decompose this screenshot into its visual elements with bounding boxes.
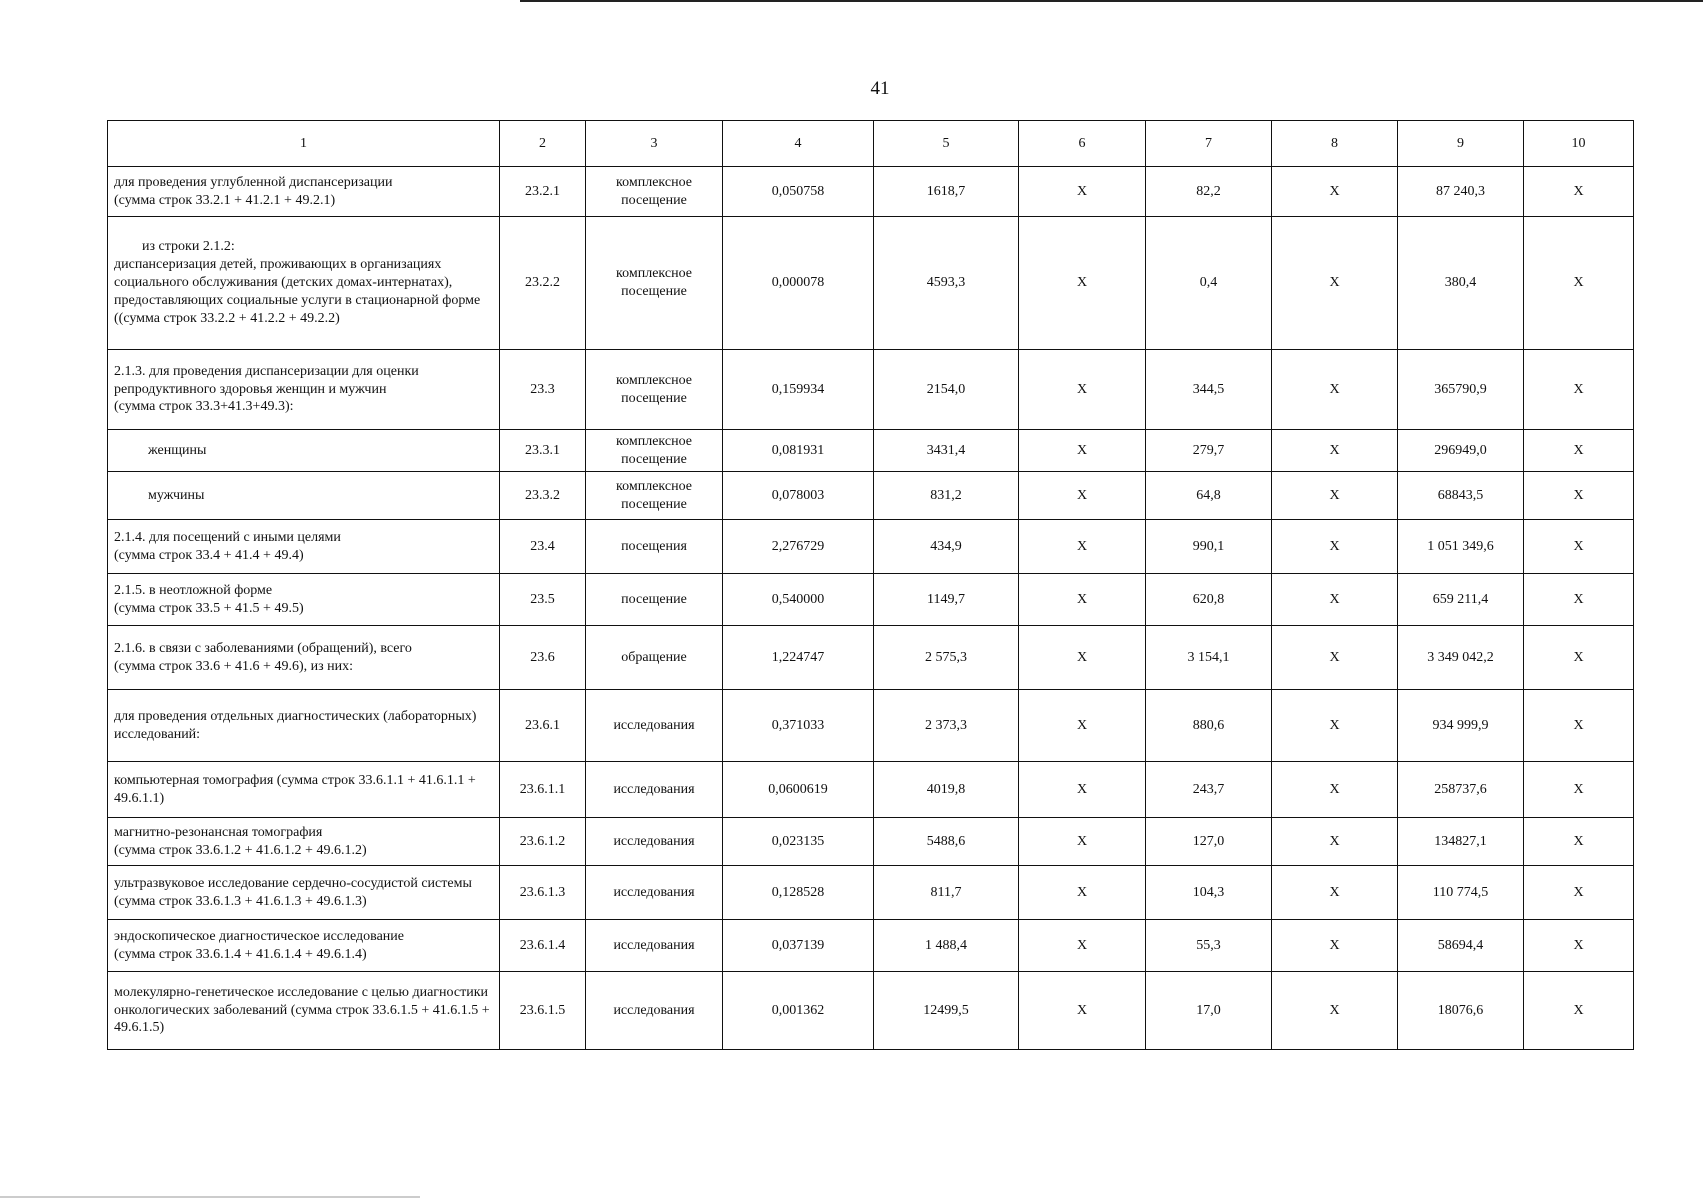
x-mark-cell: X xyxy=(1272,626,1398,690)
value-cell: 279,7 xyxy=(1146,430,1272,472)
value-cell: 258737,6 xyxy=(1398,762,1524,818)
x-mark-cell: X xyxy=(1524,626,1634,690)
table-row xyxy=(108,972,1634,1050)
table-row xyxy=(108,818,1634,866)
x-mark-cell: X xyxy=(1272,167,1398,217)
x-mark-cell: X xyxy=(1272,430,1398,472)
unit-cell: исследования xyxy=(586,818,723,866)
x-mark-cell: X xyxy=(1524,972,1634,1050)
x-mark-cell: X xyxy=(1019,818,1146,866)
page-number: 41 xyxy=(870,78,890,99)
x-mark-cell: X xyxy=(1019,472,1146,520)
value-cell: 2 575,3 xyxy=(874,626,1019,690)
value-cell: 0,0600619 xyxy=(723,762,874,818)
value-cell: 243,7 xyxy=(1146,762,1272,818)
value-cell: 68843,5 xyxy=(1398,472,1524,520)
value-cell: 3 349 042,2 xyxy=(1398,626,1524,690)
value-cell: 127,0 xyxy=(1146,818,1272,866)
value-cell: 1618,7 xyxy=(874,167,1019,217)
column-header: 2 xyxy=(500,121,586,167)
value-cell: 3 154,1 xyxy=(1146,626,1272,690)
column-header: 3 xyxy=(586,121,723,167)
row-code: 23.5 xyxy=(500,574,586,626)
value-cell: 12499,5 xyxy=(874,972,1019,1050)
value-cell: 0,159934 xyxy=(723,350,874,430)
x-mark-cell: X xyxy=(1524,472,1634,520)
column-header: 9 xyxy=(1398,121,1524,167)
table-row xyxy=(108,217,1634,350)
column-header: 7 xyxy=(1146,121,1272,167)
unit-cell: исследования xyxy=(586,762,723,818)
value-cell: 0,001362 xyxy=(723,972,874,1050)
x-mark-cell: X xyxy=(1019,430,1146,472)
value-cell: 0,4 xyxy=(1146,217,1272,350)
value-cell: 434,9 xyxy=(874,520,1019,574)
unit-cell: исследования xyxy=(586,690,723,762)
row-description: из строки 2.1.2: диспансеризация детей, проживающих в организациях социального обслуживания (детских домах-интернатах), предоставляющих социальные услуги в стационарной форме ((сумма строк 33.2.2 + 41.2.2 + 49.2.2) xyxy=(108,217,500,350)
x-mark-cell: X xyxy=(1272,574,1398,626)
value-cell: 55,3 xyxy=(1146,920,1272,972)
table-row xyxy=(108,920,1634,972)
value-cell: 934 999,9 xyxy=(1398,690,1524,762)
x-mark-cell: X xyxy=(1524,574,1634,626)
row-description: мужчины xyxy=(108,472,500,520)
unit-cell: исследования xyxy=(586,920,723,972)
scan-bottom-edge-line xyxy=(0,1196,420,1198)
x-mark-cell: X xyxy=(1019,920,1146,972)
table-row xyxy=(108,430,1634,472)
x-mark-cell: X xyxy=(1019,972,1146,1050)
value-cell: 4593,3 xyxy=(874,217,1019,350)
unit-cell: посещение xyxy=(586,574,723,626)
row-description: женщины xyxy=(108,430,500,472)
value-cell: 1149,7 xyxy=(874,574,1019,626)
row-code: 23.6.1.4 xyxy=(500,920,586,972)
value-cell: 18076,6 xyxy=(1398,972,1524,1050)
value-cell: 87 240,3 xyxy=(1398,167,1524,217)
row-code: 23.6.1.3 xyxy=(500,866,586,920)
value-cell: 110 774,5 xyxy=(1398,866,1524,920)
x-mark-cell: X xyxy=(1019,167,1146,217)
table-row xyxy=(108,626,1634,690)
table-row xyxy=(108,520,1634,574)
value-cell: 82,2 xyxy=(1146,167,1272,217)
data-table xyxy=(107,120,1634,1050)
row-description: для проведения отдельных диагностических (лабораторных) исследований: xyxy=(108,690,500,762)
value-cell: 0,081931 xyxy=(723,430,874,472)
value-cell: 4019,8 xyxy=(874,762,1019,818)
x-mark-cell: X xyxy=(1272,690,1398,762)
value-cell: 58694,4 xyxy=(1398,920,1524,972)
row-code: 23.6.1.1 xyxy=(500,762,586,818)
x-mark-cell: X xyxy=(1019,574,1146,626)
row-description: 2.1.3. для проведения диспансеризации для оценки репродуктивного здоровья женщин и мужчин (сумма строк 33.3+41.3+49.3): xyxy=(108,350,500,430)
value-cell: 2154,0 xyxy=(874,350,1019,430)
table-row xyxy=(108,167,1634,217)
row-code: 23.4 xyxy=(500,520,586,574)
value-cell: 0,023135 xyxy=(723,818,874,866)
value-cell: 659 211,4 xyxy=(1398,574,1524,626)
value-cell: 380,4 xyxy=(1398,217,1524,350)
column-header: 10 xyxy=(1524,121,1634,167)
unit-cell: комплексное посещение xyxy=(586,430,723,472)
value-cell: 134827,1 xyxy=(1398,818,1524,866)
x-mark-cell: X xyxy=(1524,167,1634,217)
column-header: 5 xyxy=(874,121,1019,167)
value-cell: 17,0 xyxy=(1146,972,1272,1050)
unit-cell: комплексное посещение xyxy=(586,350,723,430)
value-cell: 0,050758 xyxy=(723,167,874,217)
x-mark-cell: X xyxy=(1524,866,1634,920)
value-cell: 0,128528 xyxy=(723,866,874,920)
x-mark-cell: X xyxy=(1272,217,1398,350)
x-mark-cell: X xyxy=(1019,762,1146,818)
table-row xyxy=(108,690,1634,762)
row-description: компьютерная томография (сумма строк 33.6.1.1 + 41.6.1.1 + 49.6.1.1) xyxy=(108,762,500,818)
row-description: для проведения углубленной диспансеризации (сумма строк 33.2.1 + 41.2.1 + 49.2.1) xyxy=(108,167,500,217)
value-cell: 64,8 xyxy=(1146,472,1272,520)
value-cell: 0,078003 xyxy=(723,472,874,520)
value-cell: 344,5 xyxy=(1146,350,1272,430)
unit-cell: комплексное посещение xyxy=(586,167,723,217)
row-code: 23.3.2 xyxy=(500,472,586,520)
x-mark-cell: X xyxy=(1272,920,1398,972)
x-mark-cell: X xyxy=(1524,430,1634,472)
unit-cell: исследования xyxy=(586,866,723,920)
row-description: молекулярно-генетическое исследование с целью диагностики онкологических заболеваний (сумма строк 33.6.1.5 + 41.6.1.5 + 49.6.1.5) xyxy=(108,972,500,1050)
value-cell: 1 488,4 xyxy=(874,920,1019,972)
table-row xyxy=(108,866,1634,920)
x-mark-cell: X xyxy=(1019,866,1146,920)
row-code: 23.6.1.2 xyxy=(500,818,586,866)
column-header: 1 xyxy=(108,121,500,167)
unit-cell: комплексное посещение xyxy=(586,472,723,520)
column-header: 6 xyxy=(1019,121,1146,167)
table-body xyxy=(108,121,1634,1050)
unit-cell: комплексное посещение xyxy=(586,217,723,350)
value-cell: 365790,9 xyxy=(1398,350,1524,430)
x-mark-cell: X xyxy=(1019,690,1146,762)
value-cell: 1,224747 xyxy=(723,626,874,690)
row-code: 23.3 xyxy=(500,350,586,430)
x-mark-cell: X xyxy=(1524,818,1634,866)
x-mark-cell: X xyxy=(1272,350,1398,430)
x-mark-cell: X xyxy=(1524,762,1634,818)
row-code: 23.6 xyxy=(500,626,586,690)
row-code: 23.6.1 xyxy=(500,690,586,762)
row-code: 23.3.1 xyxy=(500,430,586,472)
x-mark-cell: X xyxy=(1272,762,1398,818)
x-mark-cell: X xyxy=(1019,350,1146,430)
row-description: магнитно-резонансная томография (сумма строк 33.6.1.2 + 41.6.1.2 + 49.6.1.2) xyxy=(108,818,500,866)
unit-cell: исследования xyxy=(586,972,723,1050)
row-description: 2.1.5. в неотложной форме (сумма строк 33.5 + 41.5 + 49.5) xyxy=(108,574,500,626)
value-cell: 5488,6 xyxy=(874,818,1019,866)
x-mark-cell: X xyxy=(1524,350,1634,430)
table-row xyxy=(108,574,1634,626)
value-cell: 831,2 xyxy=(874,472,1019,520)
x-mark-cell: X xyxy=(1524,920,1634,972)
value-cell: 0,000078 xyxy=(723,217,874,350)
x-mark-cell: X xyxy=(1524,217,1634,350)
value-cell: 1 051 349,6 xyxy=(1398,520,1524,574)
table-row xyxy=(108,350,1634,430)
value-cell: 104,3 xyxy=(1146,866,1272,920)
x-mark-cell: X xyxy=(1272,818,1398,866)
scan-top-edge-line xyxy=(520,0,1703,2)
table-header-row xyxy=(108,121,1634,167)
row-description: 2.1.4. для посещений с иными целями (сумма строк 33.4 + 41.4 + 49.4) xyxy=(108,520,500,574)
table-row xyxy=(108,472,1634,520)
value-cell: 811,7 xyxy=(874,866,1019,920)
column-header: 8 xyxy=(1272,121,1398,167)
value-cell: 0,037139 xyxy=(723,920,874,972)
value-cell: 990,1 xyxy=(1146,520,1272,574)
value-cell: 880,6 xyxy=(1146,690,1272,762)
x-mark-cell: X xyxy=(1524,520,1634,574)
x-mark-cell: X xyxy=(1272,472,1398,520)
row-description: ультразвуковое исследование сердечно-сосудистой системы (сумма строк 33.6.1.3 + 41.6.1.3 + 49.6.1.3) xyxy=(108,866,500,920)
x-mark-cell: X xyxy=(1272,866,1398,920)
value-cell: 2 373,3 xyxy=(874,690,1019,762)
x-mark-cell: X xyxy=(1019,520,1146,574)
value-cell: 0,540000 xyxy=(723,574,874,626)
value-cell: 620,8 xyxy=(1146,574,1272,626)
row-description: эндоскопическое диагностическое исследование (сумма строк 33.6.1.4 + 41.6.1.4 + 49.6.1.4) xyxy=(108,920,500,972)
value-cell: 3431,4 xyxy=(874,430,1019,472)
unit-cell: посещения xyxy=(586,520,723,574)
x-mark-cell: X xyxy=(1272,972,1398,1050)
x-mark-cell: X xyxy=(1272,520,1398,574)
row-description: 2.1.6. в связи с заболеваниями (обращений), всего (сумма строк 33.6 + 41.6 + 49.6), из них: xyxy=(108,626,500,690)
x-mark-cell: X xyxy=(1019,217,1146,350)
row-code: 23.2.2 xyxy=(500,217,586,350)
unit-cell: обращение xyxy=(586,626,723,690)
value-cell: 0,371033 xyxy=(723,690,874,762)
value-cell: 296949,0 xyxy=(1398,430,1524,472)
row-code: 23.6.1.5 xyxy=(500,972,586,1050)
row-code: 23.2.1 xyxy=(500,167,586,217)
x-mark-cell: X xyxy=(1524,690,1634,762)
column-header: 4 xyxy=(723,121,874,167)
value-cell: 2,276729 xyxy=(723,520,874,574)
x-mark-cell: X xyxy=(1019,626,1146,690)
table-row xyxy=(108,762,1634,818)
